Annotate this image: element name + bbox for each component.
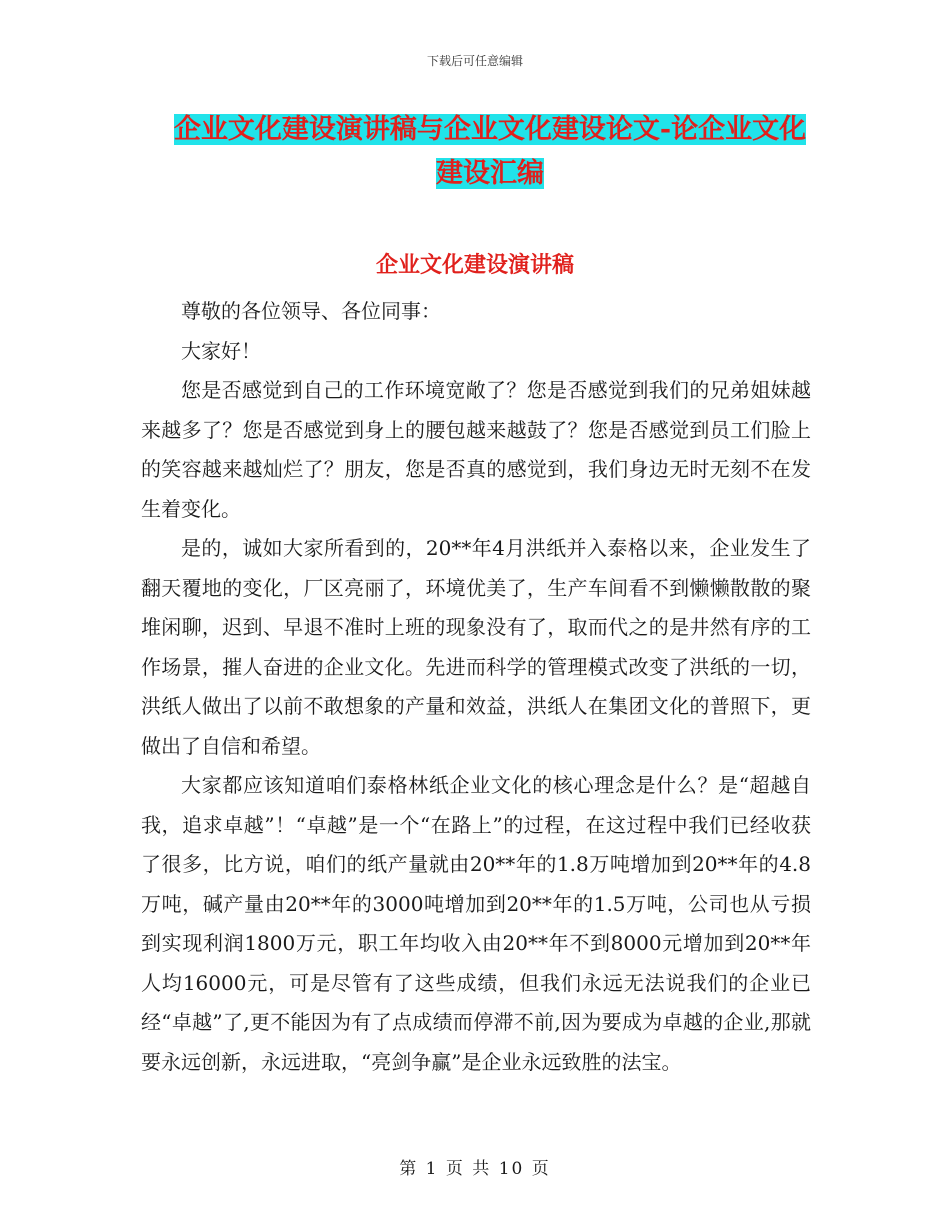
page-number: 第 1 页 共 10 页 [399,1159,551,1179]
body-text [141,292,811,1082]
page-header-note: 下载后可任意编辑 [426,54,523,68]
document-title-line-2: 建设汇编 [436,158,544,189]
document-title [140,108,840,196]
greeting-paragraph: 大家好！ [181,338,261,363]
document-title-line-1: 企业文化建设演讲稿与企业文化建设论文-论企业文化 [173,114,807,145]
salutation-paragraph: 尊敬的各位领导、各位同事： [181,299,441,323]
body-paragraph: 您是否感觉到自己的工作环境宽敞了？您是否感觉到我们的兄弟姐妹越来越多了？您是否感觉到身上的腰包越来越鼓了？您是否感觉到员工们脸上的笑容越来越灿烂了？朋友，您是否真的感觉到，我们身边无时无刻不在发生着变化。 [141,378,811,521]
body-paragraph: 是的，诚如大家所看到的，20**年4月洪纸并入泰格以来，企业发生了翻天覆地的变化，厂区亮丽了，环境优美了，生产车间看不到懒懒散散的聚堆闲聊，迟到、早退不准时上班的现象没有了，取而代之的是井然有序的工作场景，摧人奋进的企业文化。先进而科学的管理模式改变了洪纸的一切，洪纸人做出了以前不敢想象的产量和效益，洪纸人在集团文化的普照下，更做出了自信和希望。 [141,536,811,758]
section-heading: 企业文化建设演讲稿 [375,252,574,278]
body-paragraph: 大家都应该知道咱们泰格林纸企业文化的核心理念是什么？是“超越自我，追求卓越”！“卓越”是一个“在路上”的过程，在这过程中我们已经收获了很多，比方说，咱们的纸产量就由20**年的1.8万吨增加到20**年的4.8万吨，碱产量由20**年的3000吨增加到20**年的1.5万吨，公司也从亏损到实现利润1800万元，职工年均收入由20**年不到8000元增加到20**年人均16000元，可是尽管有了这些成绩，但我们永远无法说我们的企业已经“卓越”了,更不能因为有了点成绩而停滞不前,因为要成为卓越的企业,那就要永远创新，永远进取，“亮剑争赢”是企业永远致胜的法宝。 [141,773,811,1074]
